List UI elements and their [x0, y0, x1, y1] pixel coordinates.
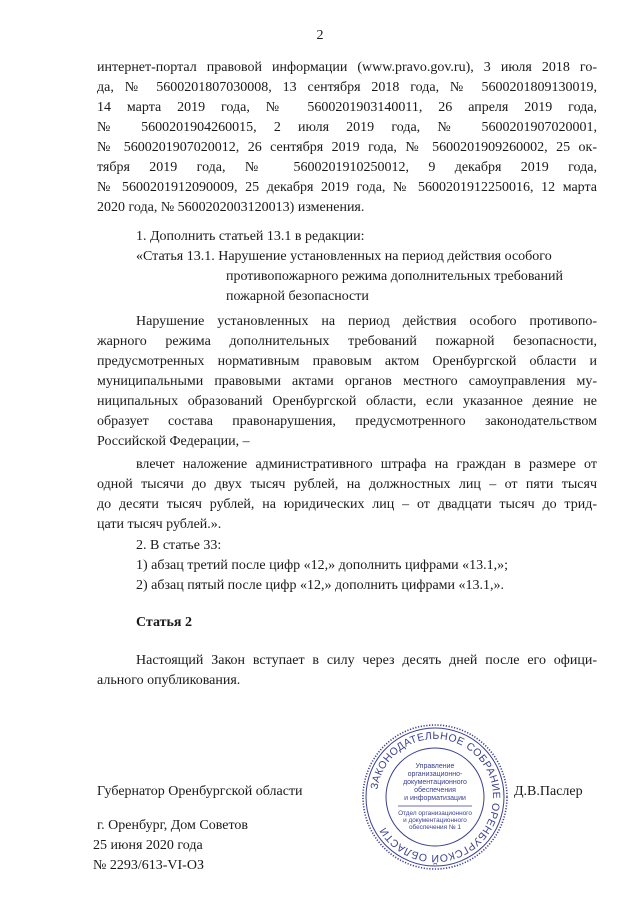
item-2-line: 1) абзац третий после цифр «12,» дополнить цифрами «13.1,»;: [136, 558, 509, 573]
official-seal: [360, 722, 510, 872]
seal-inner-line: Управление: [415, 763, 455, 770]
intro-line: № 5600201907020012, 26 сентября 2019 года, № 5600201909260002, 25 ок-: [97, 140, 597, 155]
violation-line: муниципальными правовыми актами органов местного самоуправления му-: [97, 374, 597, 389]
seal-inner-line: организационно-: [407, 771, 463, 778]
seal-inner-line: документационного: [403, 779, 467, 786]
article-2-heading: Статья 2: [136, 615, 192, 630]
seal-inner-line: и информатизации: [404, 795, 466, 802]
seal-bottom-line: и документационного: [403, 817, 467, 824]
penalty-line: до десяти тысяч рублей, на юридических лиц – от двадцати тысяч до трид-: [97, 497, 597, 512]
article-2-line: ального опубликования.: [97, 673, 241, 688]
intro-line: интернет-портал правовой информации (www.pravo.gov.ru), 3 июля 2018 го-: [97, 60, 597, 75]
intro-line: тября 2019 года, № 5600201910250012, 9 декабря 2019 года,: [97, 160, 597, 175]
seal-inner-line: обеспечения: [414, 787, 456, 794]
item-2-line: 2. В статье 33:: [136, 538, 222, 553]
page-number: 2: [316, 28, 324, 43]
penalty-line: одной тысячи до двух тысяч рублей, на должностных лиц – от пяти тысяч: [97, 477, 597, 492]
governor-title: Губернатор Оренбургской области: [97, 784, 303, 799]
violation-line: образует состава правонарушения, предусмотренного законодательством: [97, 414, 597, 429]
article-title-line: пожарной безопасности: [226, 289, 369, 304]
law-number: № 2293/613-VI-ОЗ: [93, 858, 204, 873]
intro-line: 14 марта 2019 года, № 5600201903140011, 26 апреля 2019 года,: [97, 100, 597, 115]
intro-line: да, № 5600201807030008, 13 сентября 2018 года, № 5600201809130019,: [97, 80, 597, 95]
violation-line: жарного режима дополнительных требований пожарной безопасности,: [97, 334, 597, 349]
article-2-line: Настоящий Закон вступает в силу через десять дней после его офици-: [136, 653, 597, 668]
item-1-intro: 1. Дополнить статьей 13.1 в редакции:: [136, 229, 365, 244]
place: г. Оренбург, Дом Советов: [97, 818, 248, 833]
intro-line: № 5600201904260015, 2 июля 2019 года, № 5600201907020001,: [97, 120, 597, 135]
intro-line: № 5600201912090009, 25 декабря 2019 года, № 5600201912250016, 12 марта: [97, 180, 597, 195]
penalty-line: цати тысяч рублей.».: [97, 517, 222, 532]
article-title-line: противопожарного режима дополнительных требований: [226, 269, 563, 284]
item-2-line: 2) абзац пятый после цифр «12,» дополнить цифрами «13.1,».: [136, 578, 505, 593]
penalty-line: влечет наложение административного штрафа на граждан в размере от: [136, 457, 597, 472]
violation-line: Нарушение установленных на период действия особого противопо-: [136, 314, 597, 329]
seal-bottom-line: обеспечения № 1: [408, 824, 462, 831]
violation-line: предусмотренных нормативным правовым актом Оренбургской области и: [97, 354, 597, 369]
seal-bottom-line: Отдел организационного: [398, 810, 472, 817]
governor-name: Д.В.Паслер: [514, 784, 583, 799]
violation-line: ниципальных образований Оренбургской области, если указанное деяние не: [97, 394, 597, 409]
violation-line: Российской Федерации, –: [97, 434, 250, 449]
article-title-line: «Статья 13.1. Нарушение установленных на период действия особого: [136, 249, 552, 264]
seal-ring-text: ЗАКОНОДАТЕЛЬНОЕ СОБРАНИЕ ОРЕНБУРГСКОЙ ОБЛАСТИ: [368, 729, 503, 865]
intro-line: 2020 года, № 5600202003120013) изменения.: [97, 200, 365, 215]
date: 25 июня 2020 года: [93, 838, 203, 853]
